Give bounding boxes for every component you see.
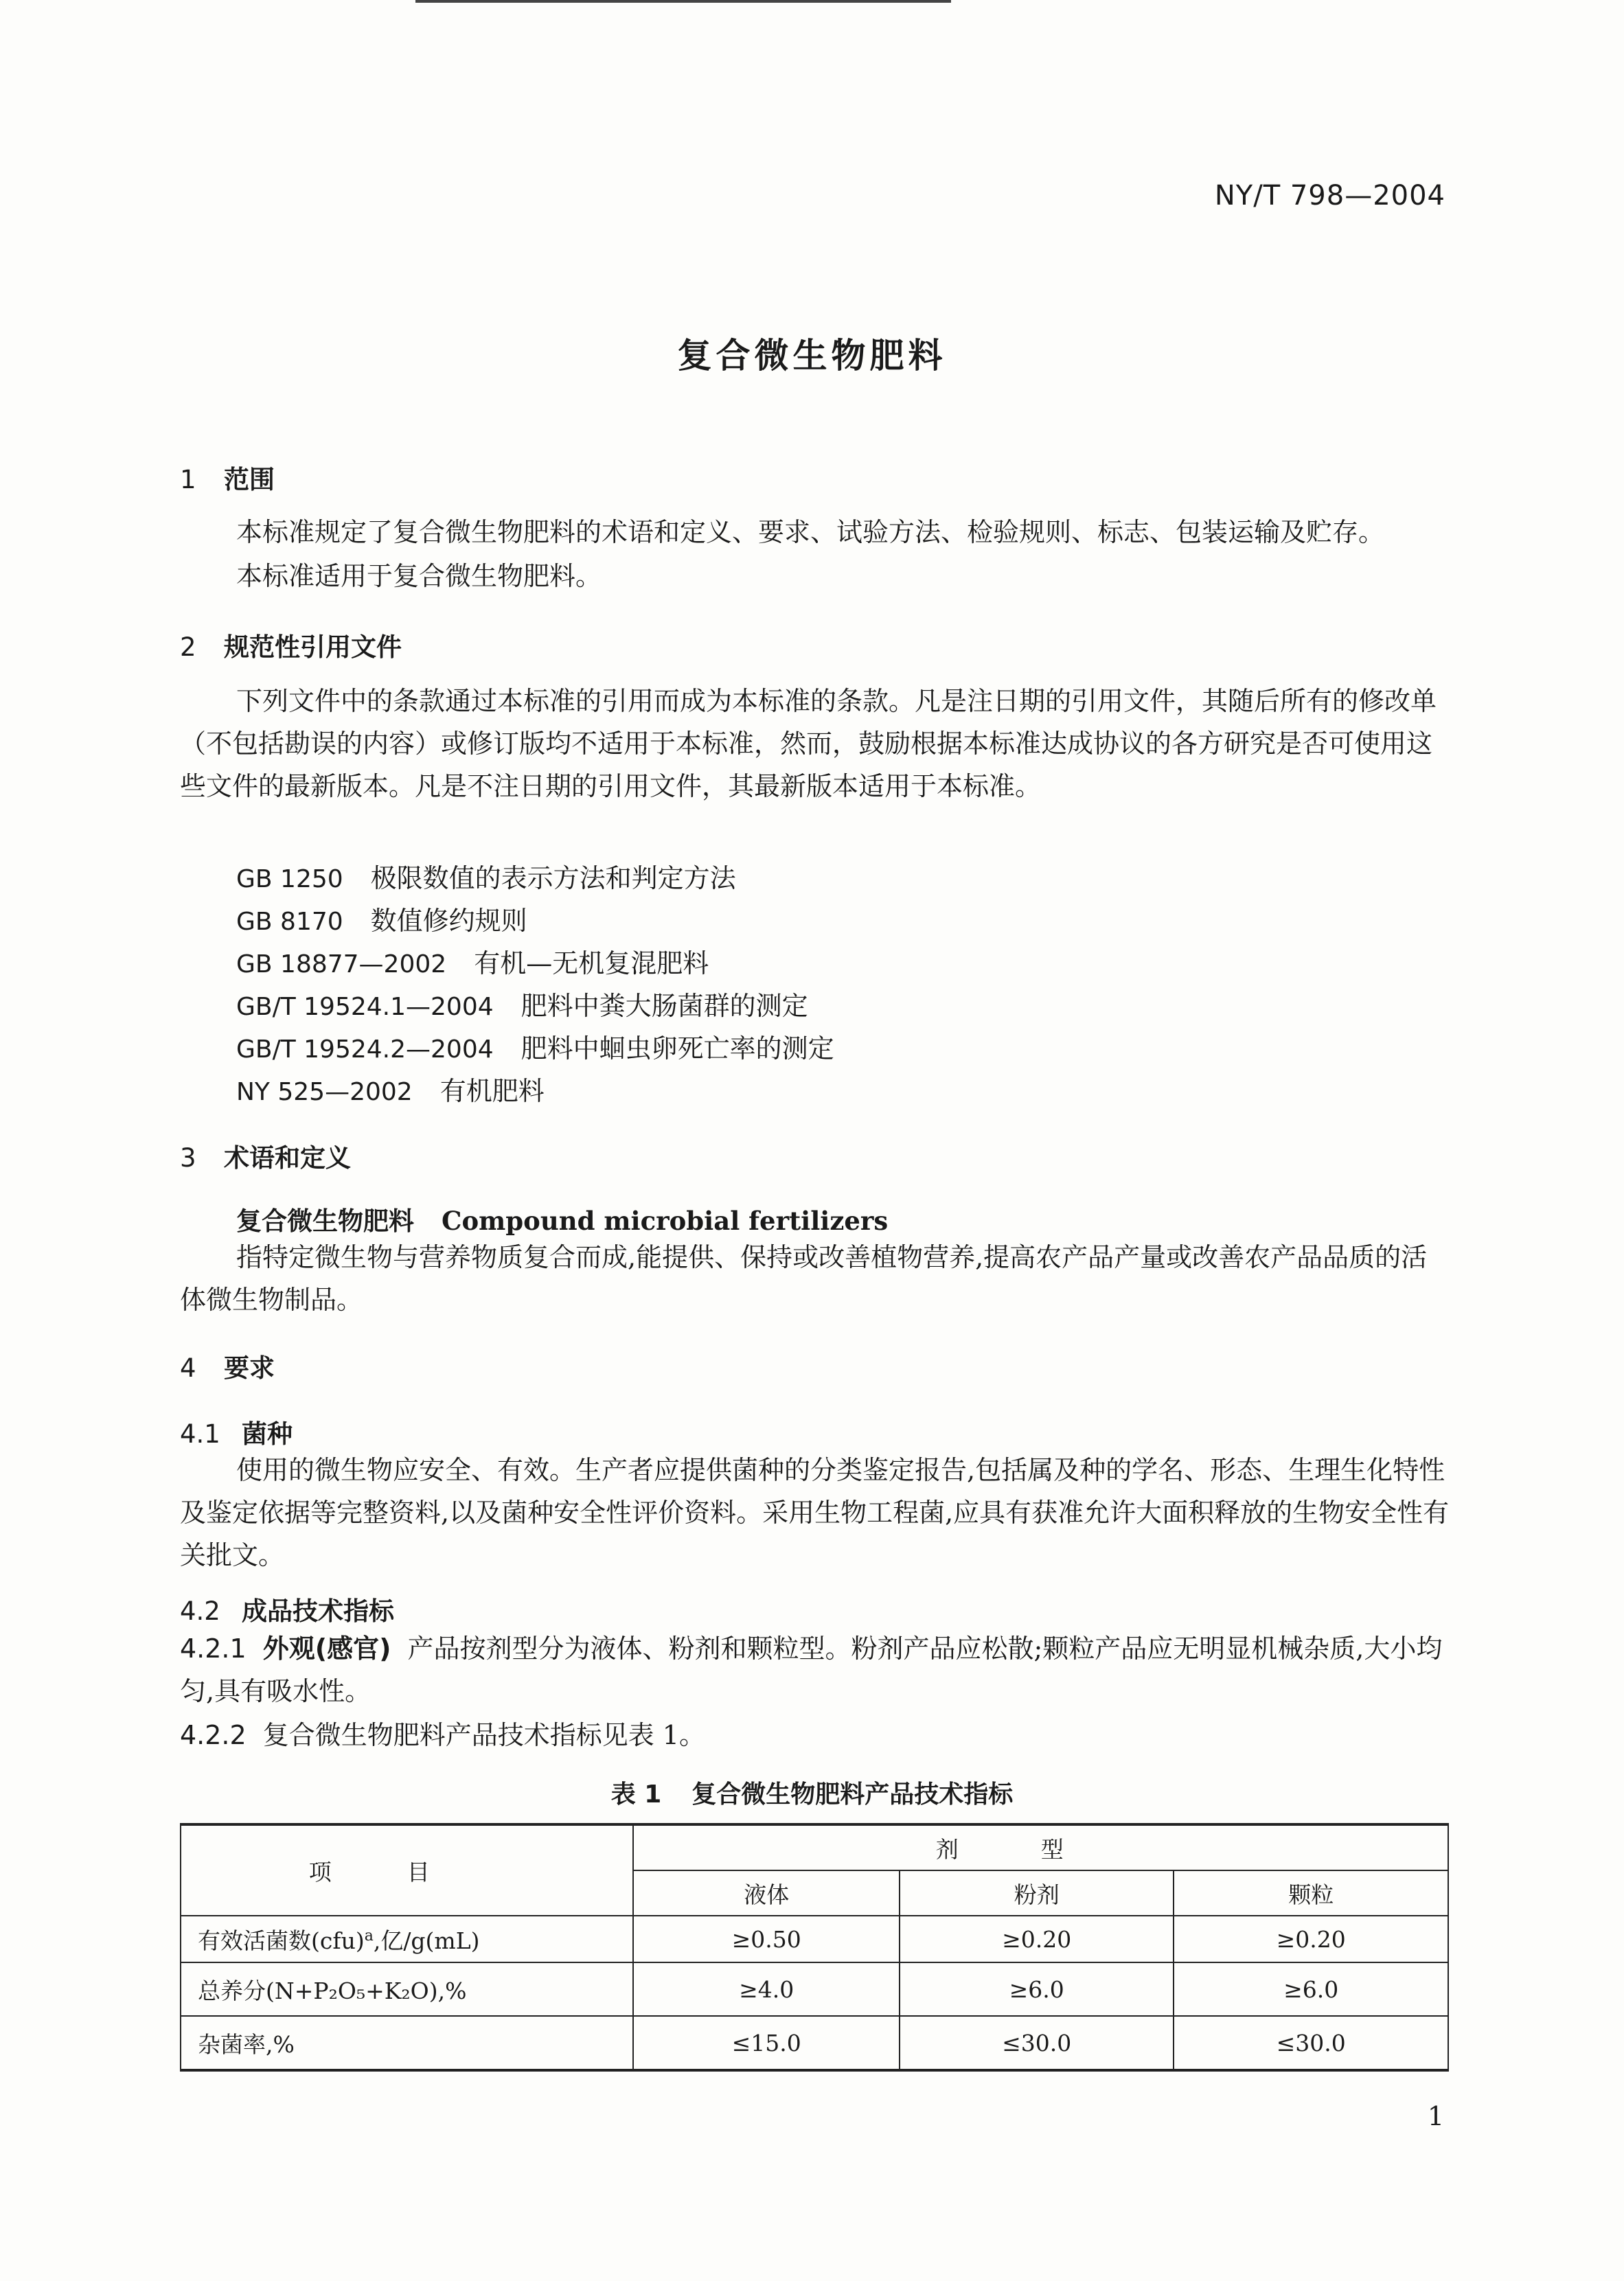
- section-title: 成品技术指标: [242, 1596, 394, 1626]
- clause-number: 4.2.1: [180, 1634, 247, 1664]
- cell-value: ≤30.0: [1174, 2016, 1448, 2070]
- doc-title: 复合微生物肥料: [677, 336, 947, 376]
- reference-item: GB/T 19524.2—2004 肥料中蛔虫卵死亡率的测定: [236, 1033, 834, 1064]
- cell-value: ≥0.20: [900, 1916, 1174, 1962]
- section-1-heading: [180, 459, 275, 496]
- table-header-row: [181, 1824, 1448, 1870]
- table-row: [181, 1962, 1448, 2016]
- section-number: 4.1: [180, 1419, 220, 1449]
- term-english: Compound microbial fertilizers: [442, 1206, 889, 1236]
- header-item: 项目: [181, 1824, 633, 1916]
- page-number: 1: [1427, 2101, 1444, 2131]
- section-title: 范围: [224, 465, 275, 494]
- section-title: 规范性引用文件: [224, 632, 402, 662]
- table-row: [181, 2016, 1448, 2070]
- section-4-2-heading: [180, 1590, 394, 1627]
- paragraph: 本标准规定了复合微生物肥料的术语和定义、要求、试验方法、检验规则、标志、包装运输及贮存。: [236, 517, 1385, 547]
- cell-value: ≥0.20: [1174, 1916, 1448, 1962]
- cell-value: ≥6.0: [900, 1962, 1174, 2016]
- reference-item: GB 18877—2002 有机—无机复混肥料: [236, 948, 709, 978]
- section-4-heading: [180, 1347, 275, 1384]
- cell-value: ≤30.0: [900, 2016, 1174, 2070]
- reference-item: GB/T 19524.1—2004 肥料中粪大肠菌群的测定: [236, 991, 808, 1021]
- clause-4-2-2-text: [180, 1714, 1450, 1756]
- section-number: 3: [180, 1143, 196, 1173]
- section-4-1-heading: [180, 1413, 293, 1450]
- section-title: 术语和定义: [224, 1143, 351, 1173]
- top-rule: [415, 0, 951, 3]
- clause-text: 产品按剂型分为液体、粉剂和颗粒型。粉剂产品应松散;颗粒产品应无明显机械杂质,大小均匀,具有吸水性。: [180, 1634, 1443, 1706]
- clause-4-2-1-text: [180, 1627, 1450, 1712]
- header-liquid: 液体: [633, 1870, 900, 1916]
- reference-item: GB 8170 数值修约规则: [236, 906, 527, 936]
- cell-value: ≥4.0: [633, 1962, 900, 2016]
- doc-number: NY/T 798—2004: [1214, 180, 1445, 211]
- table-row: [181, 1916, 1448, 1962]
- section-title: 菌种: [242, 1419, 293, 1449]
- defined-term: [236, 1200, 888, 1237]
- table-number: 表 1: [610, 1780, 662, 1809]
- section-number: 4: [180, 1353, 196, 1383]
- definition-text: 指特定微生物与营养物质复合而成,能提供、保持或改善植物营养,提高农产品产量或改善农产品品质的活体微生物制品。: [180, 1242, 1428, 1315]
- header-dosage-form: 剂型: [633, 1824, 1448, 1870]
- clause-text: 复合微生物肥料产品技术指标见表 1。: [262, 1720, 705, 1750]
- paragraph: 使用的微生物应安全、有效。生产者应提供菌种的分类鉴定报告,包括属及种的学名、形态、生理生化特性及鉴定依据等完整资料,以及菌种安全性评价资料。采用生物工程菌,应具有获准允许大面积释放的生物安全性有关批文。: [180, 1455, 1450, 1570]
- row-item: 有效活菌数(cfu)$^a$,亿/g(mL): [181, 1916, 633, 1962]
- table-title: 复合微生物肥料产品技术指标: [691, 1780, 1014, 1809]
- section-title: 要求: [224, 1353, 275, 1383]
- clause-number: 4.2.2: [180, 1720, 247, 1750]
- table-caption: [0, 1775, 1624, 1810]
- section-2-heading: [180, 626, 402, 663]
- paragraph: 本标准适用于复合微生物肥料。: [236, 561, 602, 591]
- section-number: 4.2: [180, 1596, 220, 1626]
- row-item: 总养分(N+P₂O₅+K₂O),%: [181, 1962, 633, 2016]
- header-powder: 粉剂: [900, 1870, 1174, 1916]
- term-chinese: 复合微生物肥料: [236, 1206, 414, 1236]
- reference-item: GB 1250 极限数值的表示方法和判定方法: [236, 863, 736, 893]
- clause-title: 外观(感官): [262, 1634, 391, 1664]
- cell-value: ≤15.0: [633, 2016, 900, 2070]
- section-number: 2: [180, 632, 196, 662]
- section-3-heading: [180, 1137, 351, 1174]
- paragraph: 下列文件中的条款通过本标准的引用而成为本标准的条款。凡是注日期的引用文件，其随后所有的修改单（不包括勘误的内容）或修订版均不适用于本标准，然而，鼓励根据本标准达成协议的各方研究是否可使用这些文件的最新版本。凡是不注日期的引用文件，其最新版本适用于本标准。: [180, 686, 1437, 801]
- row-item: 杂菌率,%: [181, 2016, 633, 2070]
- cell-value: ≥0.50: [633, 1916, 900, 1962]
- spec-table: [180, 1823, 1449, 2072]
- section-number: 1: [180, 465, 196, 494]
- cell-value: ≥6.0: [1174, 1962, 1448, 2016]
- reference-item: NY 525—2002 有机肥料: [236, 1076, 545, 1106]
- header-granule: 颗粒: [1174, 1870, 1448, 1916]
